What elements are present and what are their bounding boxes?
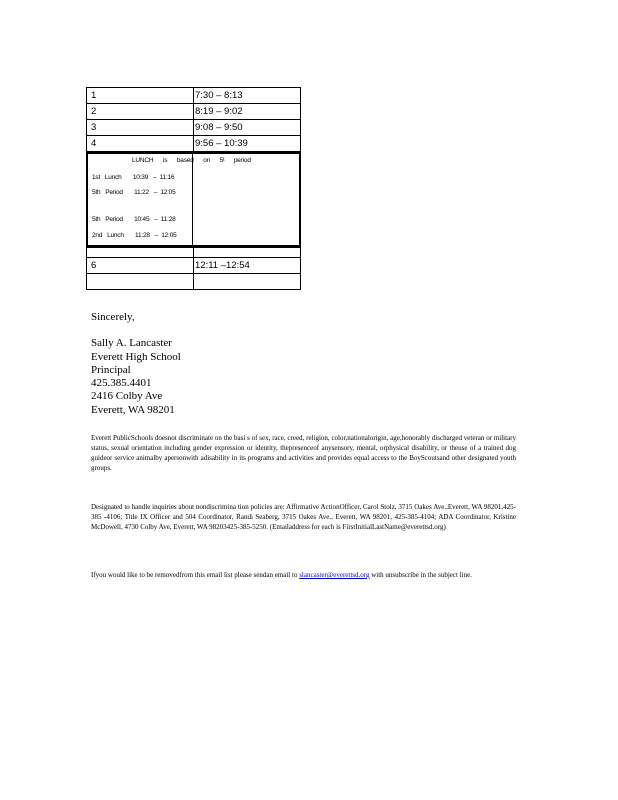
unsubscribe-notice: Ifyou would like to be removedfrom this email list please sendan email to slancaster@everettsd.org with unsubscribe in the subject line. <box>91 571 472 579</box>
time-cell: 7:30 – 8:13 <box>194 88 301 104</box>
schedule-row <box>87 248 301 258</box>
lunch-entry: 5th Period 10:45 – 11:28 <box>92 216 176 223</box>
time-cell: 9:56 – 10:39 <box>194 136 301 152</box>
lunch-entry: 5th Period 11:22 – 12:05 <box>92 189 176 196</box>
period-cell <box>87 274 194 290</box>
nondiscrimination-notice: Everett PublicSchools doesnot discriminate on the basi s of sex, race, creed, religion, color,nationalorigin, age,honorably discharged veteran or military status, sexual orientation including gender expression or identity, thepresenceof anysensory, mental, orphysical disability, or theuse of a trained dog guideor service animalby apersonwith adisability in its programs and activities and provides equal access to the BoyScoutsand other designated youth groups. <box>91 434 516 472</box>
column-divider <box>192 154 193 245</box>
schedule-row <box>87 104 301 120</box>
lunch-schedule-box <box>86 152 301 247</box>
signature-block <box>91 311 181 417</box>
street-address: 2416 Colby Ave <box>91 390 163 403</box>
period-cell: 1 <box>87 88 194 104</box>
lunch-title: LUNCH is based on 5$^t$ period <box>132 157 251 164</box>
schedule-row <box>87 88 301 104</box>
schedule-row <box>87 136 301 152</box>
schedule-row <box>87 258 301 274</box>
email-link[interactable]: slancaster@everettsd.org <box>299 571 370 579</box>
school-name: Everett High School <box>91 350 181 363</box>
schedule-table-top <box>86 87 301 152</box>
designated-officers-notice: Designated to handle inquiries about nondiscrimina tion policies are: Affirmative ActionOfficer, Carol Stolz, 3715 Oakes Ave.,Everett, WA 98201,425-385 -4106; Title IX Officer and 504 Coordinator, Randi Seaberg, 3715 Oakes Ave., Everett, WA 98201, 425-385-4104; ADA Coordinator, Kristine McDowell, 4730 Colby Ave, Everett, WA 98203425-385-5250. (Emailaddress for each is FirstInitialLastName@everettsd.org) <box>91 503 516 531</box>
schedule-row <box>87 120 301 136</box>
period-cell: 4 <box>87 136 194 152</box>
city-address: Everett, WA 98201 <box>91 403 175 416</box>
time-cell <box>194 248 301 258</box>
period-cell: 2 <box>87 104 194 120</box>
time-cell <box>194 274 301 290</box>
lunch-entry: 1st Lunch 10:39 – 11:16 <box>92 174 175 181</box>
time-cell: 8:19 – 9:02 <box>194 104 301 120</box>
period-cell: 3 <box>87 120 194 136</box>
lunch-entry: 2nd Lunch 11:28 – 12:05 <box>92 232 177 239</box>
schedule-table-bottom <box>86 247 301 290</box>
schedule-row <box>87 274 301 290</box>
bell-schedule <box>86 87 301 290</box>
period-cell <box>87 248 194 258</box>
signer-title: Principal <box>91 363 131 376</box>
period-cell: 6 <box>87 258 194 274</box>
time-cell: 12:11 –12:54 <box>194 258 301 274</box>
time-cell: 9:08 – 9:50 <box>194 120 301 136</box>
phone-number: 425.385.4401 <box>91 377 152 390</box>
salutation: Sincerely, <box>91 311 135 323</box>
signer-name: Sally A. Lancaster <box>91 337 172 350</box>
